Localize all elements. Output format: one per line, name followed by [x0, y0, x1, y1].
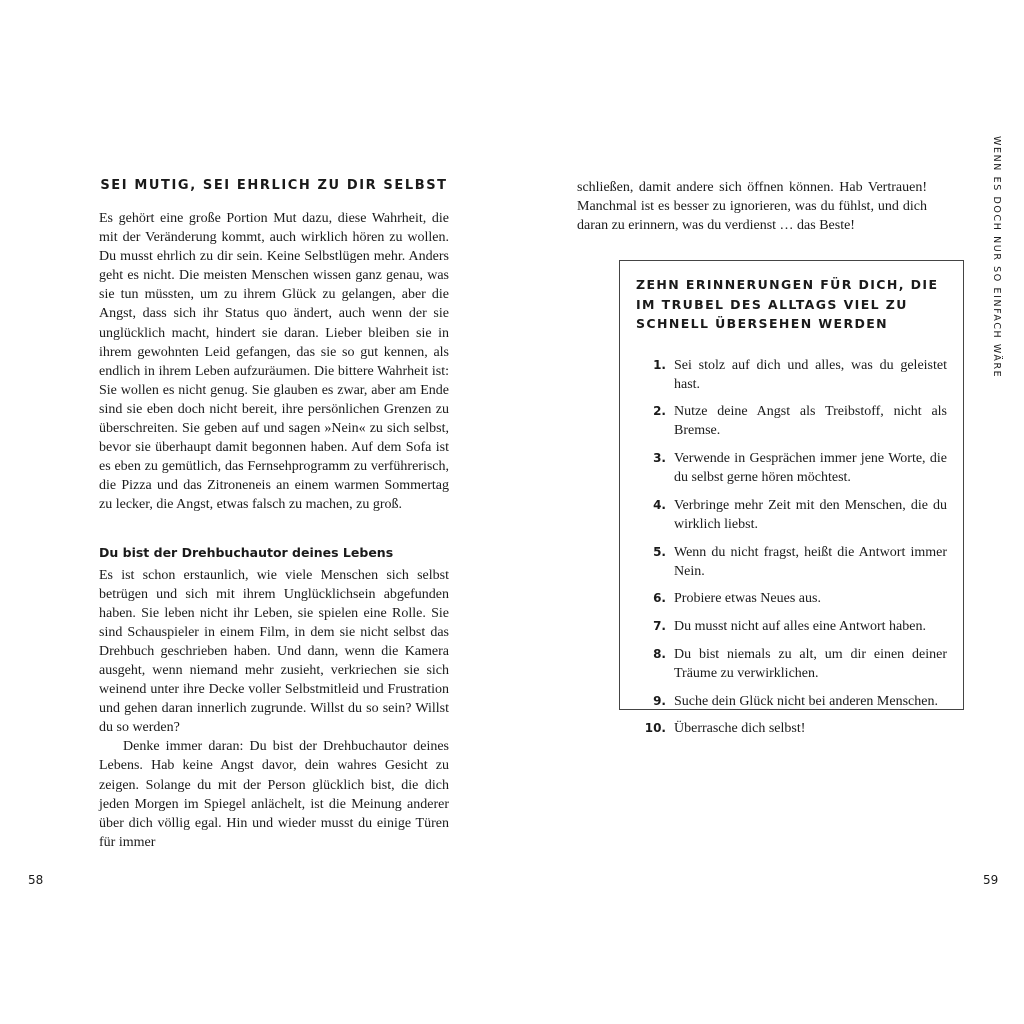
list-item: 8. Du bist niemals zu alt, um dir einen deiner Träume zu verwirklichen.: [653, 646, 947, 681]
subheading: Du bist der Drehbuchautor deines Lebens: [99, 544, 394, 560]
list-item: 3. Verwende in Gesprächen immer jene Worte, die du selbst gerne hören möchtest.: [653, 451, 947, 486]
continuation-paragraph: schließen, damit andere sich öffnen können. Hab Vertrauen! Manchmal ist es besser zu ignorieren, was du fühlst, und dich daran zu erinnern, was du verdienst … das Beste!: [577, 180, 927, 234]
reminders-box: [619, 260, 964, 737]
left-page: [99, 178, 449, 852]
reminders-list: [636, 356, 947, 739]
page-number-right: 59: [983, 873, 999, 887]
paragraph-1: Es gehört eine große Portion Mut dazu, diese Wahrheit, die mit der Veränderung kommt, auch wirklich hören zu wollen. Du musst ehrlich zu dir sein. Keine Selbstlügen mehr. Anders geht es nicht. Die meisten Menschen wissen ganz genau, was sie tun müssten, um zu ihrem Glück zu gelangen, aber die Angst, dass sich ihr Status quo ändert, auch wenn der sie unglücklich macht, hindert sie daran. Lieber bleiben sie in ihrem gewohnten Leid gefangen, das sie so gut kennen, als endlich in ihrem Leben aufzuräumen. Die bittere Wahrheit ist: Sie wollen es nicht genug. Sie glauben es zwar, aber am Ende sind sie eben doch nicht bereit, ihre persönlichen Grenzen zu überschreiten. Sie geben auf und sagen »Nein« zu sich selbst, bevor sie überhaupt damit begonnen haben. Auf dem Sofa ist es eben zu gemütlich, das Fernsehprogramm zu verführerisch, die Pizza und das Zitroneneis an einem warmen Sommertag zu lecker, die Angst, etwas falsch zu machen, zu groß.: [99, 211, 449, 513]
list-item: 10. Überrasche dich selbst!: [644, 721, 806, 737]
box-title: ZEHN ERINNERUNGEN FÜR DICH, DIE IM TRUBEL DES ALLTAGS VIEL ZU SCHNELL ÜBERSEHEN WERDEN: [636, 277, 939, 331]
paragraph-2: Es ist schon erstaunlich, wie viele Menschen sich selbst betrügen und sich mit ihrem Unglücklichsein abgefunden haben. Sie leben nicht ihr Leben, sie spielen eine Rolle. Sie sind Schauspieler in einem Film, in dem sie nicht selbst das Drehbuch geschrieben haben. Und dann, wenn die Kamera ausgeht, wenn niemand mehr zusieht, verkriechen sie sich weinend unter ihre Decke voller Selbstmitleid und Frustration und gehen daran innerlich zugrunde. Willst du so sein? Willst du so werden?: [99, 567, 449, 736]
page-number-left: 58: [28, 873, 44, 887]
list-item: 5. Wenn du nicht fragst, heißt die Antwort immer Nein.: [653, 544, 947, 579]
list-item: 9. Suche dein Glück nicht bei anderen Menschen.: [653, 693, 938, 709]
list-item: 6. Probiere etwas Neues aus.: [653, 591, 821, 607]
list-item: 4. Verbringe mehr Zeit mit den Menschen, die du wirklich liebst.: [653, 497, 947, 532]
running-head: WENN ES DOCH NUR SO EINFACH WÄRE: [991, 136, 1002, 379]
list-item: 2. Nutze deine Angst als Treibstoff, nicht als Bremse.: [653, 404, 947, 439]
section-heading: SEI MUTIG, SEI EHRLICH ZU DIR SELBST: [100, 178, 448, 193]
paragraph-3: Denke immer daran: Du bist der Drehbuchautor deines Lebens. Hab keine Angst davor, dein wahres Gesicht zu zeigen. Solange du mit der Person glücklich bist, die dich jeden Morgen im Spiegel anlächelt, ist die Meinung anderer über dich völlig egal. Hin und wieder musst du einige Türen für immer: [99, 739, 449, 850]
list-item: 7. Du musst nicht auf alles eine Antwort haben.: [653, 619, 926, 635]
right-page: [577, 178, 927, 235]
list-item: 1. Sei stolz auf dich und alles, was du geleistet hast.: [653, 357, 947, 392]
